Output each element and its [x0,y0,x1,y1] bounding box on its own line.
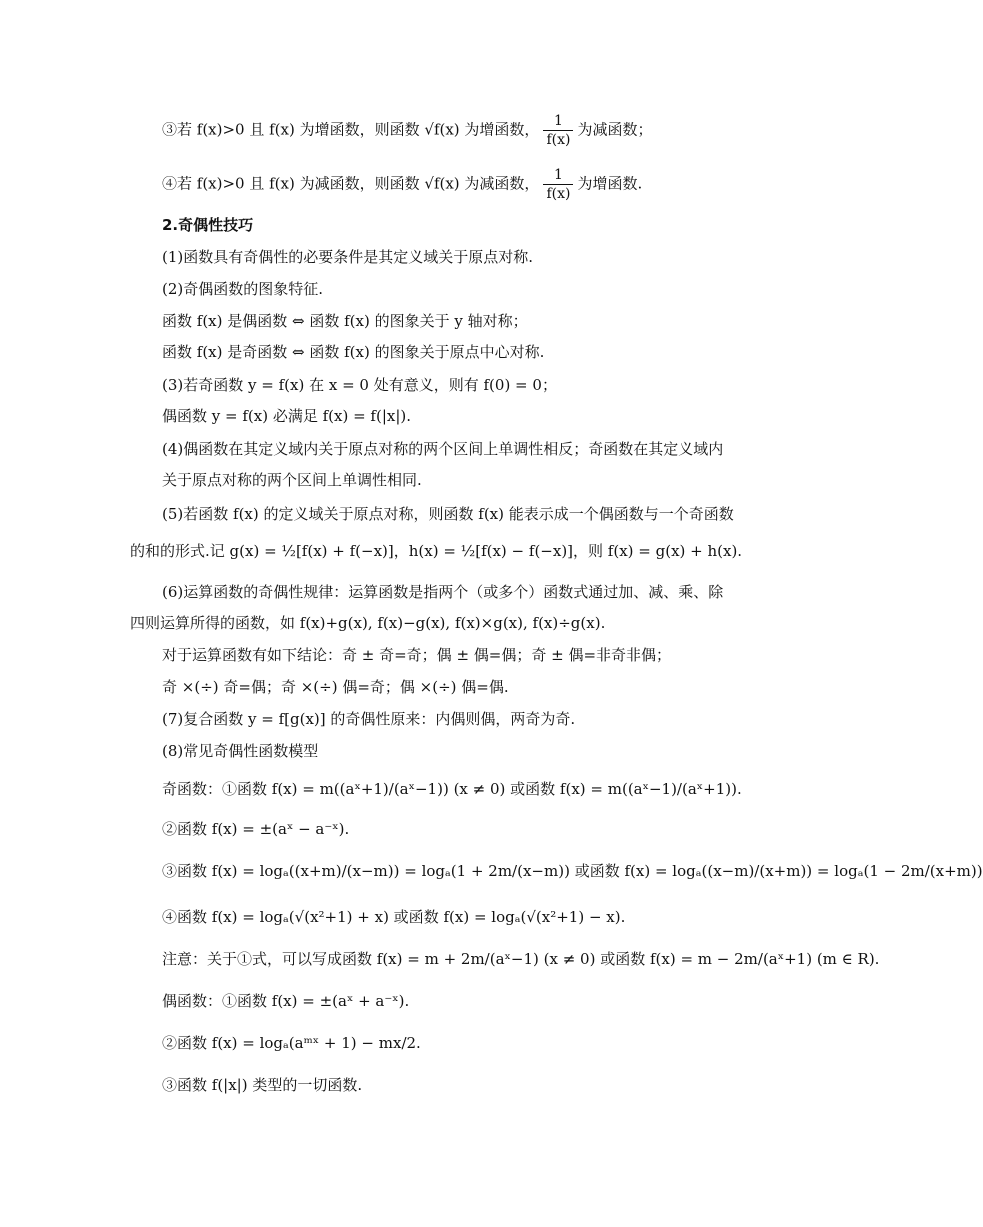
paragraph-6b: 四则运算所得的函数，如 f(x)+g(x), f(x)−g(x), f(x)×g(x), f(x)÷g(x). [130,614,606,632]
odd-model-4: ④函数 f(x) = logₐ(√(x²+1) + x) 或函数 f(x) = logₐ(√(x²+1) − x). [162,908,626,926]
rule4-line [162,166,642,203]
odd-model-1: 奇函数：①函数 f(x) = m((aˣ+1)/(aˣ−1)) (x ≠ 0) 或函数 f(x) = m((aˣ−1)/(aˣ+1)). [162,780,742,798]
odd-model-2: ②函数 f(x) = ±(aˣ − a⁻ˣ). [162,820,350,838]
paragraph-7: (7)复合函数 y = f[g(x)] 的奇偶性原来：内偶则偶，两奇为奇. [162,710,576,728]
paragraph-2b: 函数 f(x) 是奇函数 ⇔ 函数 f(x) 的图象关于原点中心对称. [162,343,545,361]
fraction [543,166,573,203]
paragraph-3b: 偶函数 y = f(x) 必满足 f(x) = f(|x|). [162,407,412,425]
rule3-tail: 为减函数； [577,120,653,139]
paragraph-3: (3)若奇函数 y = f(x) 在 x = 0 处有意义，则有 f(0) = 0； [162,376,557,394]
fraction-denominator: f(x) [546,186,571,202]
paragraph-6a: (6)运算函数的奇偶性规律：运算函数是指两个（或多个）函数式通过加、减、乘、除 [162,583,724,601]
fraction [543,112,573,149]
rule4-tail: 为增函数. [577,174,643,193]
rule3-line [162,112,652,149]
rule3-text: ③若 f(x)>0 且 f(x) 为增函数，则函数 √f(x) 为增函数， [162,120,540,139]
paragraph-5b: 的和的形式.记 g(x) = ½[f(x) + f(−x)]，h(x) = ½[f(x) − f(−x)]，则 f(x) = g(x) + h(x). [130,542,743,560]
note-line: 注意：关于①式，可以写成函数 f(x) = m + 2m/(aˣ−1) (x ≠ 0) 或函数 f(x) = m − 2m/(aˣ+1) (m ∈ R). [162,950,880,968]
paragraph-4b: 关于原点对称的两个区间上单调性相同. [162,471,422,489]
paragraph-5a: (5)若函数 f(x) 的定义域关于原点对称，则函数 f(x) 能表示成一个偶函数与一个奇函数 [162,505,734,523]
even-model-1: 偶函数：①函数 f(x) = ±(aˣ + a⁻ˣ). [162,992,410,1010]
even-model-3: ③函数 f(|x|) 类型的一切函数. [162,1076,363,1094]
paragraph-2a: 函数 f(x) 是偶函数 ⇔ 函数 f(x) 的图象关于 y 轴对称； [162,312,528,330]
section-heading: 2.奇偶性技巧 [162,216,254,234]
fraction-denominator: f(x) [546,132,571,148]
rule4-text: ④若 f(x)>0 且 f(x) 为减函数，则函数 √f(x) 为减函数， [162,174,540,193]
paragraph-6d: 奇 ×(÷) 奇=偶；奇 ×(÷) 偶=奇；偶 ×(÷) 偶=偶. [162,678,509,696]
odd-model-3: ③函数 f(x) = logₐ((x+m)/(x−m)) = logₐ(1 + 2m/(x−m)) 或函数 f(x) = logₐ((x−m)/(x+m)) = logₐ(1 − 2m/(x+m)) [162,862,983,880]
paragraph-2: (2)奇偶函数的图象特征. [162,280,324,298]
paragraph-4a: (4)偶函数在其定义域内关于原点对称的两个区间上单调性相反；奇函数在其定义域内 [162,440,724,458]
paragraph-1: (1)函数具有奇偶性的必要条件是其定义域关于原点对称. [162,248,534,266]
even-model-2: ②函数 f(x) = logₐ(aᵐˣ + 1) − mx/2. [162,1034,421,1052]
paragraph-8: (8)常见奇偶性函数模型 [162,742,319,760]
paragraph-6c: 对于运算函数有如下结论：奇 ± 奇=奇；偶 ± 偶=偶；奇 ± 偶=非奇非偶； [162,646,672,664]
fraction-numerator: 1 [543,112,573,131]
fraction-numerator: 1 [543,166,573,185]
